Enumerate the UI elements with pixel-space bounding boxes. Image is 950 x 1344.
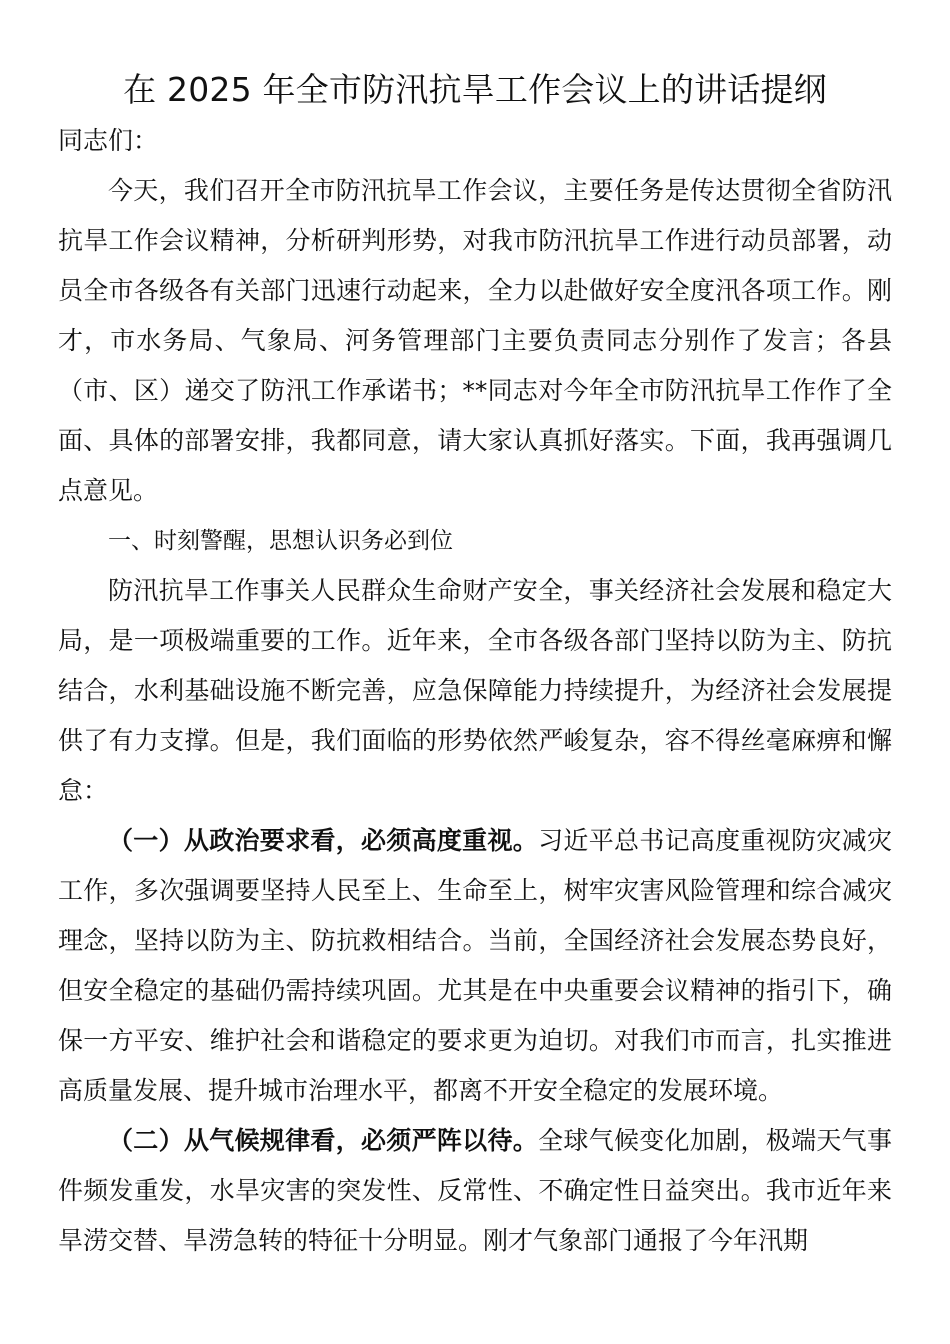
point-2-paragraph xyxy=(58,1116,892,1266)
point-1-paragraph xyxy=(58,816,892,1116)
point-2-body: 全球气候变化加剧，极端天气事件频发重发，水旱灾害的突发性、反常性、不确定性日益突出。我市近年来旱涝交替、旱涝急转的特征十分明显。刚才气象部门通报了今年汛期 xyxy=(58,1126,892,1255)
point-2-lead: （二）从气候规律看，必须严阵以待。 xyxy=(108,1126,539,1155)
intro-paragraph: 今天，我们召开全市防汛抗旱工作会议，主要任务是传达贯彻全省防汛抗旱工作会议精神，分析研判形势，对我市防汛抗旱工作进行动员部署，动员全市各级各有关部门迅速行动起来，全力以赴做好安全度汛各项工作。刚才，市水务局、气象局、河务管理部门主要负责同志分别作了发言；各县（市、区）递交了防汛工作承诺书；**同志对今年全市防汛抗旱工作作了全面、具体的部署安排，我都同意，请大家认真抓好落实。下面，我再强调几点意见。 xyxy=(58,176,892,505)
section-heading-1: 一、时刻警醒，思想认识务必到位 xyxy=(108,528,453,554)
section-1-paragraph: 防汛抗旱工作事关人民群众生命财产安全，事关经济社会发展和稳定大局，是一项极端重要的工作。近年来，全市各级各部门坚持以防为主、防抗结合，水利基础设施不断完善，应急保障能力持续提升，为经济社会发展提供了有力支撑。但是，我们面临的形势依然严峻复杂，容不得丝毫麻痹和懈怠： xyxy=(58,576,892,805)
document-page xyxy=(58,66,892,1266)
salutation: 同志们： xyxy=(58,126,159,155)
point-1-body: 习近平总书记高度重视防灾减灾工作，多次强调要坚持人民至上、生命至上，树牢灾害风险管理和综合减灾理念，坚持以防为主、防抗救相结合。当前，全国经济社会发展态势良好，但安全稳定的基础仍需持续巩固。尤其是在中央重要会议精神的指引下，确保一方平安、维护社会和谐稳定的要求更为迫切。对我们市而言，扎实推进高质量发展、提升城市治理水平，都离不开安全稳定的发展环境。 xyxy=(58,826,892,1105)
point-1-lead: （一）从政治要求看，必须高度重视。 xyxy=(108,826,539,855)
document-title: 在 2025 年全市防汛抗旱工作会议上的讲话提纲 xyxy=(123,70,827,109)
